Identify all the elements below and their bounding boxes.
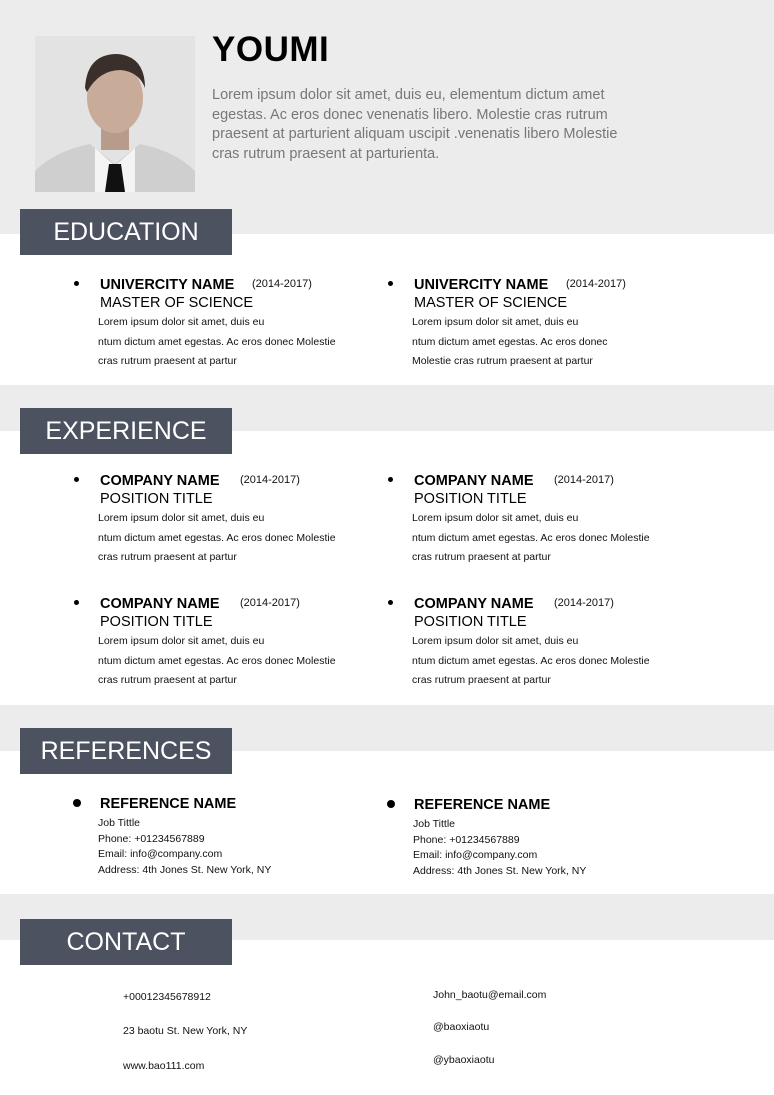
entry-date: (2014-2017)	[554, 597, 614, 609]
reference-address: Address: 4th Jones St. New York, NY	[98, 864, 272, 877]
education-entry	[414, 276, 704, 372]
entry-title: COMPANY NAME	[414, 596, 534, 612]
entry-title: COMPANY NAME	[100, 596, 220, 612]
bullet-icon	[73, 799, 81, 807]
bullet-icon	[74, 281, 79, 286]
contact-social-1[interactable]: @baoxiaotu	[433, 1021, 490, 1033]
entry-subtitle: MASTER OF SCIENCE	[414, 295, 568, 311]
reference-email: Email: info@company.com	[98, 848, 223, 861]
entry-description: Lorem ipsum dolor sit amet, duis eu ntum dictum amet egestas. Ac eros donec Molestie cras rutrum praesent at partur	[412, 635, 650, 686]
reference-phone: Phone: +01234567889	[413, 833, 520, 846]
reference-name: REFERENCE NAME	[414, 797, 551, 813]
person-portrait-icon	[35, 36, 195, 192]
bullet-icon	[388, 281, 393, 286]
entry-subtitle: POSITION TITLE	[100, 491, 213, 507]
entry-title: COMPANY NAME	[100, 473, 220, 489]
entry-date: (2014-2017)	[240, 597, 300, 609]
entry-subtitle: POSITION TITLE	[100, 614, 213, 630]
reference-job: Job Tittle	[413, 818, 456, 830]
entry-subtitle: MASTER OF SCIENCE	[100, 295, 254, 311]
reference-job: Job Tittle	[98, 817, 141, 829]
bullet-icon	[387, 800, 395, 808]
contact-phone: +00012345678912	[123, 991, 211, 1003]
contact-address: 23 baotu St. New York, NY	[123, 1025, 248, 1037]
intro-paragraph: Lorem ipsum dolor sit amet, duis eu, elementum dictum amet egestas. Ac eros donec venenatis libero. Molestie cras rutrum praesent at parturient aliquam uscipit .venenatis libero Molestie cras rutrum praesent at parturienta.	[212, 87, 618, 162]
reference-email: Email: info@company.com	[413, 849, 538, 862]
profile-photo	[35, 36, 195, 192]
entry-date: (2014-2017)	[240, 474, 300, 486]
bullet-icon	[388, 477, 393, 482]
entry-title: UNIVERCITY NAME	[414, 277, 549, 293]
education-entry	[100, 276, 390, 372]
entry-subtitle: POSITION TITLE	[414, 491, 527, 507]
entry-description: Lorem ipsum dolor sit amet, duis eu ntum dictum amet egestas. Ac eros donec Molestie cras rutrum praesent at partur	[412, 316, 608, 367]
reference-phone: Phone: +01234567889	[98, 832, 205, 845]
reference-entry	[414, 796, 704, 880]
contact-email[interactable]: John_baotu@email.com	[433, 989, 547, 1001]
experience-entry	[100, 472, 390, 568]
education-heading: EDUCATION	[20, 209, 232, 255]
entry-date: (2014-2017)	[554, 474, 614, 486]
entry-date: (2014-2017)	[566, 278, 626, 290]
entry-description: Lorem ipsum dolor sit amet, duis eu ntum dictum amet egestas. Ac eros donec Molestie cras rutrum praesent at partur	[412, 512, 650, 563]
reference-entry	[100, 795, 390, 879]
entry-date: (2014-2017)	[252, 278, 312, 290]
bullet-icon	[74, 477, 79, 482]
entry-title: COMPANY NAME	[414, 473, 534, 489]
candidate-name: YOUMI	[212, 30, 330, 69]
bullet-icon	[388, 600, 393, 605]
entry-description: Lorem ipsum dolor sit amet, duis eu ntum dictum amet egestas. Ac eros donec Molestie cras rutrum praesent at partur	[98, 635, 336, 686]
experience-entry	[414, 595, 704, 691]
contact-social-2[interactable]: @ybaoxiaotu	[433, 1054, 495, 1066]
references-heading: REFERENCES	[20, 728, 232, 774]
entry-title: UNIVERCITY NAME	[100, 277, 235, 293]
experience-heading: EXPERIENCE	[20, 408, 232, 454]
reference-name: REFERENCE NAME	[100, 796, 237, 812]
contact-heading: CONTACT	[20, 919, 232, 965]
contact-website[interactable]: www.bao111.com	[123, 1060, 205, 1072]
reference-address: Address: 4th Jones St. New York, NY	[413, 865, 587, 878]
experience-entry	[414, 472, 704, 568]
bullet-icon	[74, 600, 79, 605]
experience-entry	[100, 595, 390, 691]
entry-description: Lorem ipsum dolor sit amet, duis eu ntum dictum amet egestas. Ac eros donec Molestie cras rutrum praesent at partur	[98, 316, 336, 367]
entry-description: Lorem ipsum dolor sit amet, duis eu ntum dictum amet egestas. Ac eros donec Molestie cras rutrum praesent at partur	[98, 512, 336, 563]
entry-subtitle: POSITION TITLE	[414, 614, 527, 630]
